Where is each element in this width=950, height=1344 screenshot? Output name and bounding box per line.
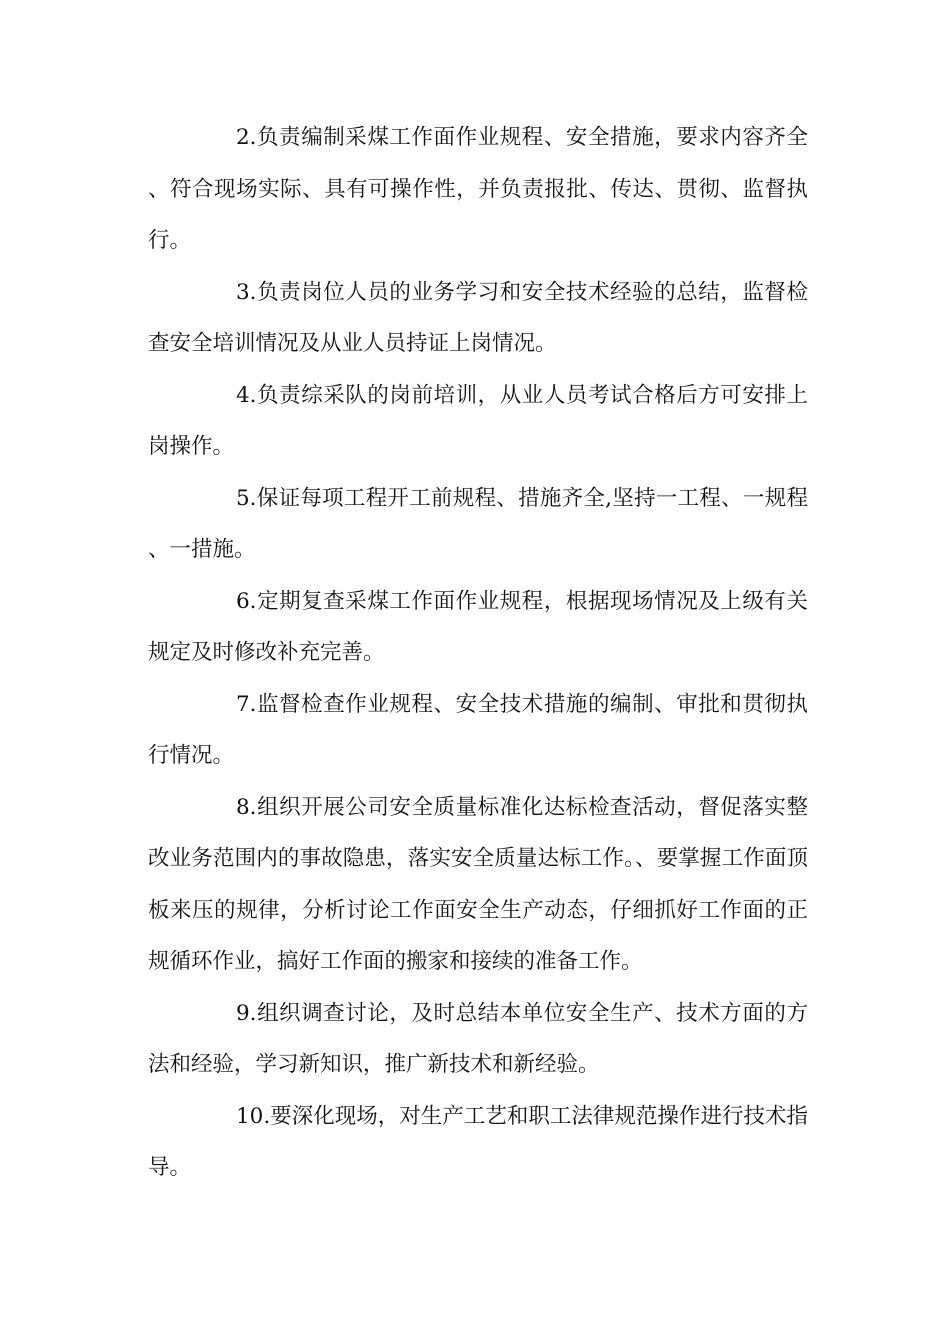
paragraph-item-5: 5.保证每项工程开工前规程、措施齐全,坚持一工程、一规程、一措施。: [148, 485, 808, 562]
paragraph-item-8: 8.组织开展公司安全质量标准化达标检查活动，督促落实整改业务范围内的事故隐患，落实安全质量达标工作。、要掌握工作面顶板来压的规律，分析讨论工作面安全生产动态，仔细抓好工作面的正规循环作业，搞好工作面的搬家和接续的准备工作。: [148, 794, 808, 974]
paragraph-item-9: 9.组织调查讨论，及时总结本单位安全生产、技术方面的方法和经验，学习新知识，推广新技术和新经验。: [148, 1000, 808, 1077]
paragraph-item-7: 7.监督检查作业规程、安全技术措施的编制、审批和贯彻执行情况。: [148, 691, 808, 768]
paragraph-item-2: 2.负责编制采煤工作面作业规程、安全措施，要求内容齐全、符合现场实际、具有可操作性，并负责报批、传达、贯彻、监督执行。: [148, 125, 808, 253]
paragraph-item-4: 4.负责综采队的岗前培训，从业人员考试合格后方可安排上岗操作。: [148, 382, 808, 459]
paragraph-item-6: 6.定期复查采煤工作面作业规程，根据现场情况及上级有关规定及时修改补充完善。: [148, 588, 808, 665]
paragraph-item-3: 3.负责岗位人员的业务学习和安全技术经验的总结，监督检查安全培训情况及从业人员持证上岗情况。: [148, 279, 808, 356]
document-body: [148, 112, 808, 1194]
paragraph-item-10: 10.要深化现场，对生产工艺和职工法律规范操作进行技术指导。: [148, 1103, 808, 1180]
